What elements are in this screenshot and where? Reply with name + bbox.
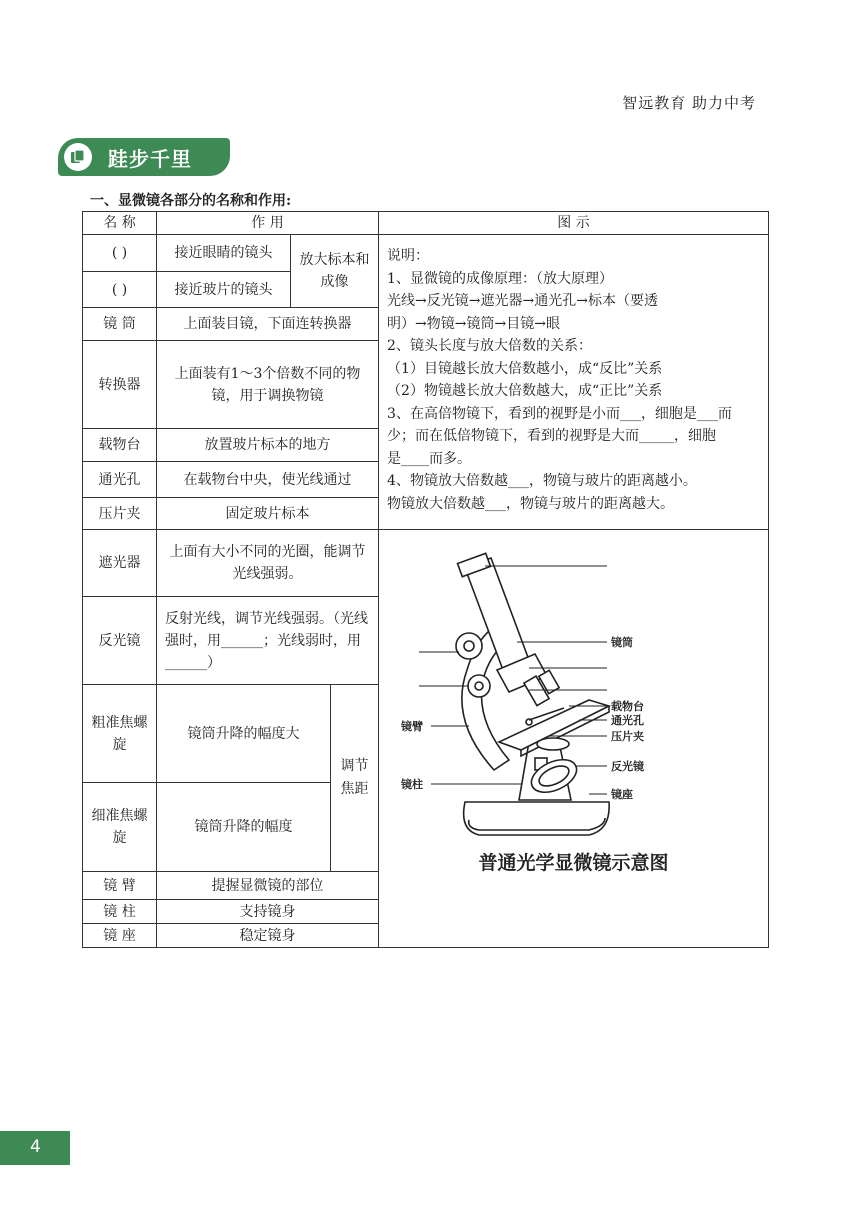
- figure-title: 普通光学显微镜示意图: [478, 852, 669, 874]
- base-function: 稳定镜身: [157, 924, 379, 948]
- note-line: 4、物镜放大倍数越___，物镜与玻片的距离越小。: [387, 473, 697, 489]
- stage-name: 载物台: [83, 429, 157, 462]
- page-number-badge: [0, 1131, 70, 1165]
- eyepiece-function: 接近眼睛的镜头: [157, 235, 291, 272]
- eyepiece-name: ( ): [83, 235, 157, 272]
- nosepiece-name: 转换器: [83, 341, 157, 429]
- pillar-name: 镜 柱: [83, 900, 157, 924]
- note-line: 3、在高倍物镜下，看到的视野是小而___，细胞是___而: [387, 405, 732, 422]
- label-stage: 载物台: [611, 700, 645, 713]
- objective-name: ( ): [83, 272, 157, 308]
- note-line: 1、显微镜的成像原理：（放大原理）: [387, 270, 613, 287]
- note-line: 物镜放大倍数越___，物镜与玻片的距离越大。: [387, 495, 675, 512]
- header-function: 作 用: [157, 212, 379, 235]
- diaphragm-name: 遮光器: [83, 530, 157, 597]
- label-tube: 镜筒: [611, 636, 634, 649]
- stage-function: 放置玻片标本的地方: [157, 429, 379, 462]
- notes-cell: [379, 235, 769, 530]
- label-clip: 压片夹: [611, 730, 645, 743]
- note-line: 明）→物镜→镜筒→目镜→眼: [387, 315, 560, 332]
- label-hole: 通光孔: [611, 714, 645, 727]
- label-pillar: 镜柱: [401, 778, 424, 791]
- fine-function: 镜筒升降的幅度: [157, 783, 331, 872]
- banner-title: 跬步千里: [108, 147, 192, 171]
- note-line: 2、镜头长度与放大倍数的关系：: [387, 338, 592, 354]
- note-line: 说明：: [387, 248, 430, 264]
- coarse-function: 镜筒升降的幅度大: [157, 685, 331, 783]
- base-name: 镜 座: [83, 924, 157, 948]
- note-line: 光线→反光镜→遮光器→通光孔→标本（要透: [387, 293, 658, 309]
- microscope-parts-table: [82, 211, 769, 948]
- microscope-figure-cell: [379, 530, 769, 948]
- section-heading: 一、显微镜各部分的名称和作用:: [90, 193, 292, 209]
- focus-shared-function: 调节焦距: [331, 685, 379, 872]
- tube-function: 上面装目镜，下面连转换器: [157, 308, 379, 341]
- label-arm: 镜臂: [401, 720, 424, 733]
- nosepiece-function: 上面装有1～3个倍数不同的物镜，用于调换物镜: [157, 341, 379, 429]
- microscope-diagram: [379, 530, 769, 940]
- section-banner: [58, 138, 230, 176]
- mirror-name: 反光镜: [83, 597, 157, 685]
- note-line: 是____而多。: [387, 450, 472, 467]
- pillar-function: 支持镜身: [157, 900, 379, 924]
- lens-shared-function: 放大标本和成像: [291, 235, 379, 308]
- clip-name: 压片夹: [83, 498, 157, 530]
- label-base: 镜座: [611, 788, 634, 801]
- tube-name: 镜 筒: [83, 308, 157, 341]
- mirror-function: 反射光线，调节光线强弱。（光线强时，用______；光线弱时，用______）: [157, 597, 379, 685]
- hole-function: 在载物台中央，使光线通过: [157, 462, 379, 498]
- note-line: （1）目镜越长放大倍数越小，成“反比”关系: [387, 360, 663, 377]
- header-name: 名 称: [83, 212, 157, 235]
- page-number: 4: [30, 1137, 41, 1157]
- diaphragm-function: 上面有大小不同的光圈，能调节光线强弱。: [157, 530, 379, 597]
- note-line: （2）物镜越长放大倍数越大，成“正比”关系: [387, 383, 663, 399]
- arm-function: 提握显微镜的部位: [157, 872, 379, 900]
- objective-function: 接近玻片的镜头: [157, 272, 291, 308]
- arm-name: 镜 臂: [83, 872, 157, 900]
- fine-name: 细准焦螺 旋: [83, 783, 157, 872]
- book-icon: [64, 143, 92, 171]
- note-line: 少；而在低倍物镜下，看到的视野是大而_____，细胞: [387, 428, 717, 444]
- hole-name: 通光孔: [83, 462, 157, 498]
- header-figure: 图 示: [379, 212, 769, 235]
- clip-function: 固定玻片标本: [157, 498, 379, 530]
- label-mirror: 反光镜: [611, 760, 645, 773]
- coarse-name: 粗准焦螺 旋: [83, 685, 157, 783]
- header-brand: 智远教育 助力中考: [622, 94, 756, 112]
